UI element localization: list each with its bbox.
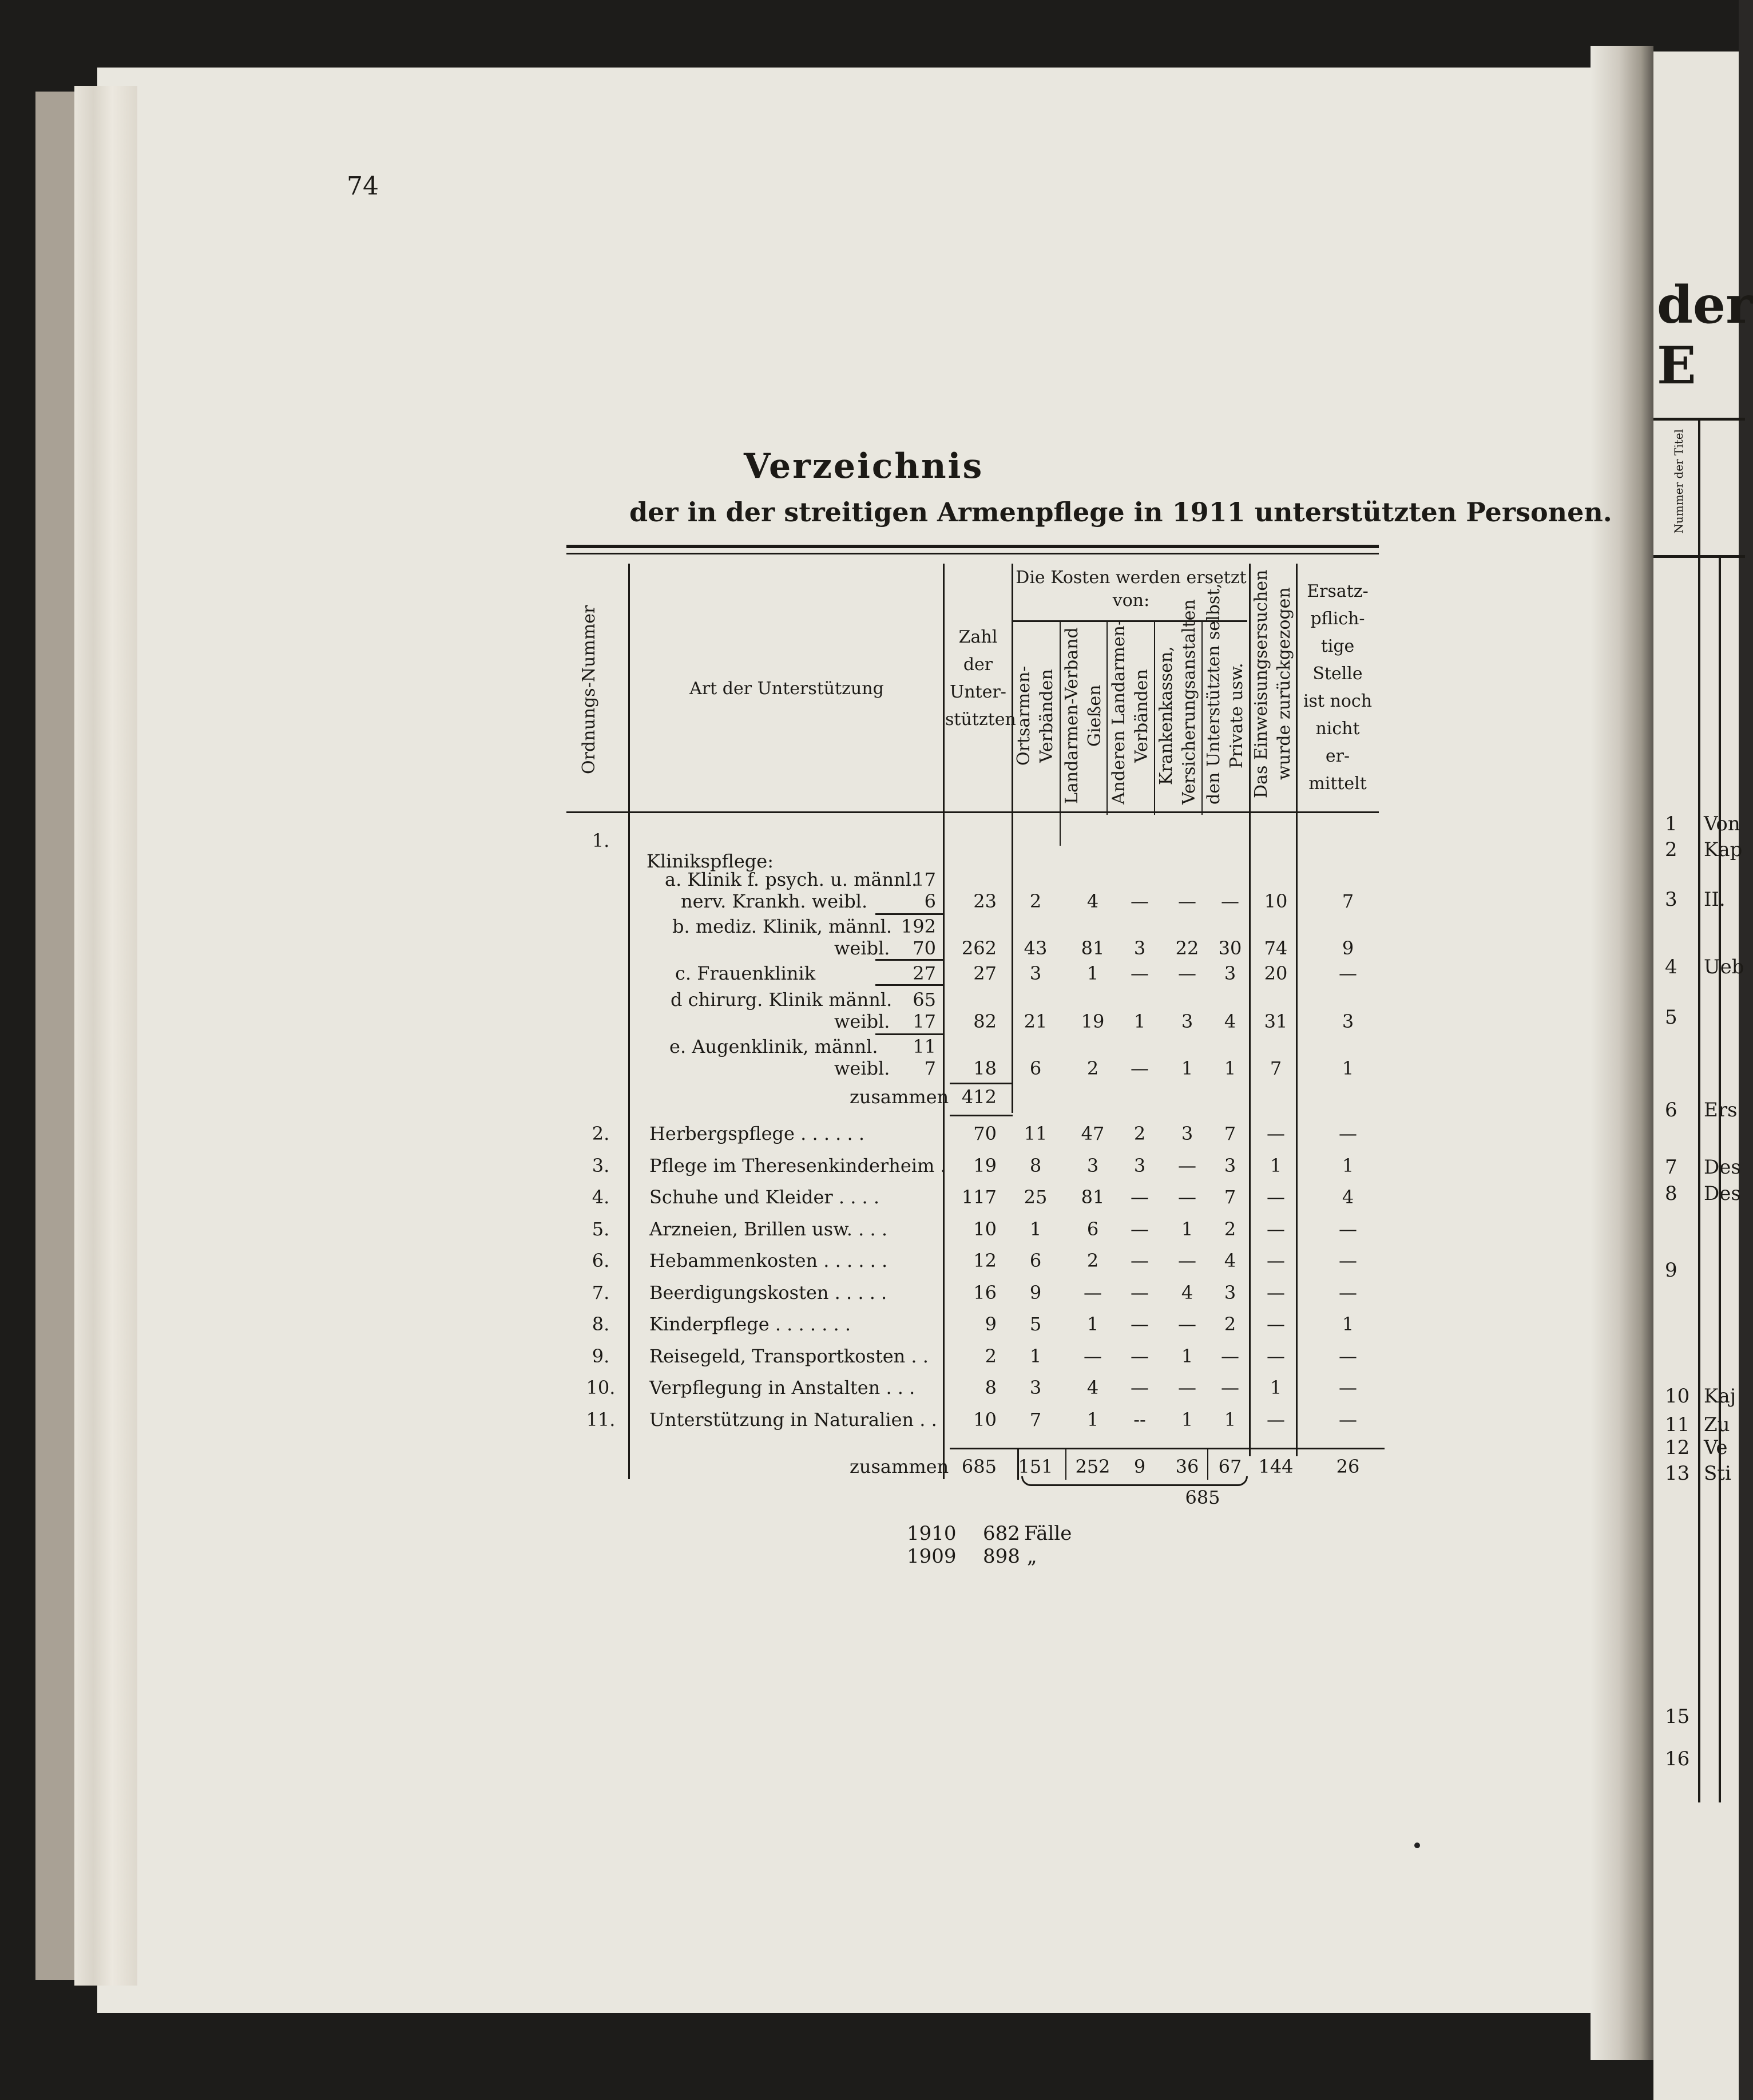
- clinic-sub-label: weibl.: [834, 1011, 890, 1032]
- krankenkassen-cell: 4: [1181, 1281, 1193, 1303]
- ersatz-cell: 3: [1342, 1011, 1354, 1032]
- total-selbst-cell: 67: [1218, 1456, 1242, 1477]
- header-einweisung-line: Das Einweisungsersuchen: [1251, 569, 1271, 798]
- right-page-row-number: 7: [1665, 1156, 1677, 1179]
- history-year: 1909: [907, 1545, 957, 1568]
- header-krankenkassen-line: Versicherungsanstalten: [1179, 599, 1199, 805]
- ortsarmen-cell: 5: [1029, 1313, 1042, 1335]
- support-type: Hebammenkosten . . . . . .: [649, 1250, 888, 1271]
- right-page-row-number: 12: [1665, 1436, 1690, 1459]
- header-ersatz-line: mittelt: [1308, 774, 1367, 794]
- clinic-sub-count: 27: [913, 962, 936, 984]
- history-count: 898: [983, 1545, 1020, 1568]
- selbst-cell: —: [1221, 890, 1239, 912]
- zahl-cell: 10: [973, 1408, 997, 1431]
- landarmen-cell: 2: [1086, 1057, 1099, 1079]
- right-page-row-number: 10: [1665, 1385, 1690, 1408]
- header-ersatz-line: nicht: [1315, 719, 1360, 739]
- right-page-row-text: Des: [1704, 1182, 1741, 1205]
- right-page-row-number: 6: [1665, 1099, 1677, 1122]
- zahl-cell: 2: [985, 1345, 997, 1367]
- krankenkassen-cell: —: [1178, 1250, 1196, 1271]
- ersatz-cell: —: [1339, 1281, 1357, 1303]
- krankenkassen-cell: 3: [1181, 1011, 1193, 1032]
- right-page-row-text: Sti: [1704, 1462, 1731, 1485]
- ersatz-cell: 1: [1342, 1313, 1354, 1335]
- header-selbst-line: Private usw.: [1227, 663, 1247, 769]
- clinic-sub-count: 192: [901, 916, 936, 937]
- clinic-sub-label: weibl.: [834, 1057, 890, 1079]
- einweisung-cell: —: [1267, 1313, 1285, 1335]
- ortsarmen-cell: 1: [1029, 1218, 1042, 1240]
- zahl-cell: 23: [973, 890, 997, 912]
- selbst-cell: 7: [1224, 1123, 1236, 1144]
- zahl-cell: 262: [961, 937, 997, 959]
- ortsarmen-cell: 21: [1024, 1011, 1048, 1032]
- header-krankenkassen: [1155, 599, 1202, 805]
- ersatz-cell: —: [1339, 1250, 1357, 1271]
- header-landarmen-line: Gießen: [1085, 684, 1105, 747]
- einweisung-cell: 1: [1270, 1377, 1282, 1398]
- header-selbst: [1203, 583, 1250, 805]
- krankenkassen-cell: 1: [1181, 1218, 1193, 1240]
- support-type: Pflege im Theresenkinderheim .: [649, 1154, 946, 1176]
- clinic-sub-label: c. Frauenklinik: [675, 962, 816, 984]
- right-page-divider: [1719, 555, 1721, 1802]
- support-type: Kinderpflege . . . . . . .: [649, 1313, 851, 1335]
- support-type: Herbergspflege . . . . . .: [649, 1123, 865, 1144]
- clinic-sub-label: b. mediz. Klinik, männl.: [672, 916, 893, 937]
- ersatz-cell: —: [1339, 1408, 1357, 1431]
- anderen-cell: 3: [1133, 1154, 1146, 1176]
- einweisung-cell: —: [1267, 1281, 1285, 1303]
- landarmen-cell: 4: [1086, 890, 1099, 912]
- right-page-row-number: 8: [1665, 1182, 1677, 1205]
- landarmen-cell: 47: [1081, 1123, 1105, 1144]
- right-page-row-number: 15: [1665, 1705, 1690, 1728]
- landarmen-cell: 81: [1081, 937, 1105, 959]
- header-ersatz-line: er-: [1325, 746, 1350, 766]
- krankenkassen-cell: —: [1178, 890, 1196, 912]
- clinic-sub-count: 6: [924, 890, 936, 912]
- header-landarmen: [1061, 627, 1108, 805]
- right-page-row-number: 1: [1665, 813, 1677, 835]
- anderen-cell: --: [1133, 1408, 1146, 1431]
- right-page-row-text: Ueb: [1704, 956, 1744, 978]
- ortsarmen-cell: 2: [1029, 890, 1042, 912]
- zahl-cell: 18: [973, 1057, 997, 1079]
- right-page-row-text: II.: [1704, 888, 1726, 911]
- landarmen-cell: 1: [1086, 1408, 1099, 1431]
- total-einweisung-cell: 144: [1258, 1456, 1294, 1477]
- right-page-row-number: 13: [1665, 1462, 1690, 1485]
- header-ersatz-line: pflich-: [1310, 609, 1365, 629]
- header-ersatz-line: tige: [1320, 636, 1355, 656]
- header-kosten-line: von:: [1112, 591, 1150, 611]
- header-zahl-line: stützten: [945, 710, 1016, 730]
- zahl-cell: 117: [961, 1186, 997, 1208]
- ortsarmen-cell: 9: [1029, 1281, 1042, 1303]
- right-page-row-text: Zu: [1704, 1413, 1730, 1436]
- zahl-cell: 9: [985, 1313, 997, 1335]
- selbst-cell: 2: [1224, 1218, 1236, 1240]
- ortsarmen-cell: 1: [1029, 1345, 1042, 1367]
- landarmen-cell: 3: [1086, 1154, 1099, 1176]
- header-einweisung-line: wurde zurückgezogen: [1274, 587, 1294, 780]
- landarmen-cell: 81: [1081, 1186, 1105, 1208]
- history-unit: Fälle: [1024, 1522, 1072, 1545]
- zahl-cell: 27: [973, 962, 997, 984]
- ersatz-cell: 1: [1342, 1154, 1354, 1176]
- einweisung-cell: 20: [1264, 962, 1288, 984]
- krankenkassen-cell: —: [1178, 962, 1196, 984]
- selbst-cell: —: [1221, 1377, 1239, 1398]
- selbst-cell: 2: [1224, 1313, 1236, 1335]
- ortsarmen-cell: 3: [1029, 1377, 1042, 1398]
- header-bottom-rule: [566, 811, 1379, 813]
- header-zahl-line: Zahl: [958, 627, 998, 647]
- anderen-cell: 1: [1133, 1011, 1146, 1032]
- ersatz-cell: 1: [1342, 1057, 1354, 1079]
- landarmen-cell: —: [1084, 1345, 1102, 1367]
- krankenkassen-cell: —: [1178, 1377, 1196, 1398]
- zahl-cell: 8: [985, 1377, 997, 1398]
- right-page-row-text: Kap: [1704, 838, 1743, 861]
- header-einweisung: [1250, 566, 1297, 801]
- ordnungs-nummer: 3.: [592, 1154, 610, 1176]
- header-zahl-line: der: [963, 655, 993, 675]
- selbst-cell: 4: [1224, 1250, 1236, 1271]
- header-zahl: [945, 624, 1016, 734]
- right-page-row-text: Kaj: [1704, 1385, 1736, 1408]
- ordnungs-nummer: 8.: [592, 1313, 610, 1335]
- anderen-cell: 3: [1133, 937, 1146, 959]
- zahl-cell: 70: [973, 1123, 997, 1144]
- selbst-cell: 3: [1224, 1154, 1236, 1176]
- krankenkassen-cell: 22: [1175, 937, 1199, 959]
- subtotal-rule: [950, 1083, 1013, 1084]
- ordnungs-nummer: 7.: [592, 1281, 610, 1303]
- right-page-row-number: 3: [1665, 888, 1677, 911]
- right-page: [1653, 51, 1753, 2100]
- zahl-cell: 19: [973, 1154, 997, 1176]
- krankenkassen-cell: —: [1178, 1186, 1196, 1208]
- header-ersatz: [1298, 578, 1378, 798]
- clinic-sub-rule: [875, 959, 944, 961]
- support-type: Reisegeld, Transportkosten . .: [649, 1345, 929, 1367]
- header-kosten-line: Die Kosten werden ersetzt: [1016, 568, 1247, 588]
- einweisung-cell: —: [1267, 1250, 1285, 1271]
- landarmen-cell: 2: [1086, 1250, 1099, 1271]
- clinic-sub-label: weibl.: [834, 937, 890, 959]
- ortsarmen-cell: 6: [1029, 1057, 1042, 1079]
- selbst-cell: 1: [1224, 1057, 1236, 1079]
- landarmen-cell: 19: [1081, 1011, 1105, 1032]
- ersatz-cell: —: [1339, 1218, 1357, 1240]
- anderen-cell: —: [1131, 1313, 1149, 1335]
- header-ersatz-line: ist noch: [1303, 691, 1373, 711]
- einweisung-cell: 1: [1270, 1154, 1282, 1176]
- total-anderen-cell: 9: [1133, 1456, 1146, 1477]
- einweisung-cell: 7: [1270, 1057, 1282, 1079]
- clinic-sub-count: 7: [924, 1057, 936, 1079]
- clinic-sub-label: e. Augenklinik, männl.: [669, 1036, 878, 1057]
- header-krankenkassen-line: Krankenkassen,: [1156, 646, 1176, 786]
- total-label: zusammen: [850, 1456, 949, 1477]
- subtotal-rule: [950, 1115, 1013, 1116]
- clinic-sub-count: 70: [913, 937, 936, 959]
- clinic-sub-label: d chirurg. Klinik männl.: [671, 989, 893, 1011]
- header-ersatz-line: Ersatz-: [1307, 581, 1369, 601]
- table-top-rule: [566, 545, 1379, 548]
- header-landarmen-line: Landarmen-Verband: [1062, 627, 1082, 805]
- anderen-cell: —: [1131, 1250, 1149, 1271]
- ordnungs-nummer: 4.: [592, 1186, 610, 1208]
- selbst-cell: 3: [1224, 962, 1236, 984]
- history-count: 682: [983, 1522, 1020, 1545]
- right-page-header: Nummer der Titel: [1672, 429, 1685, 534]
- anderen-cell: —: [1131, 962, 1149, 984]
- anderen-cell: —: [1131, 1057, 1149, 1079]
- landarmen-cell: —: [1084, 1281, 1102, 1303]
- page-number: 74: [347, 172, 379, 201]
- header-ersatz-line: Stelle: [1312, 664, 1363, 684]
- header-anderen: [1108, 619, 1155, 805]
- clinic-sub-count: 17: [913, 1011, 936, 1032]
- selbst-cell: 4: [1224, 1011, 1236, 1032]
- header-ordnungs-nummer: Ordnungs-Nummer: [579, 605, 599, 774]
- ersatz-cell: —: [1339, 1345, 1357, 1367]
- ortsarmen-cell: 6: [1029, 1250, 1042, 1271]
- header-anderen-line: Anderen Landarmen-: [1109, 619, 1129, 805]
- page-title: Verzeichnis: [744, 446, 984, 486]
- zahl-cell: 82: [973, 1011, 997, 1032]
- selbst-cell: 30: [1218, 937, 1242, 959]
- right-page-row-text: Ers: [1704, 1099, 1738, 1122]
- support-type: Beerdigungskosten . . . . .: [649, 1281, 887, 1303]
- zahl-cell: 10: [973, 1218, 997, 1240]
- brace-total: 685: [1185, 1487, 1220, 1508]
- right-page-row-text: Des: [1704, 1156, 1741, 1179]
- selbst-cell: —: [1221, 1345, 1239, 1367]
- clinic-sub-label: nerv. Krankh. weibl.: [681, 890, 868, 912]
- book-gutter: [1591, 46, 1653, 2060]
- clinic-sub-rule: [875, 1033, 944, 1035]
- krankenkassen-cell: —: [1178, 1313, 1196, 1335]
- header-selbst-line: den Unterstützten selbst,: [1204, 583, 1224, 805]
- total-zahl-cell: 685: [961, 1456, 997, 1477]
- ortsarmen-cell: 43: [1024, 937, 1048, 959]
- col-divider: [943, 564, 945, 1479]
- clinic-sub-rule: [875, 913, 944, 915]
- ink-dot: [1414, 1843, 1420, 1848]
- ordnungs-nummer: 11.: [586, 1408, 616, 1431]
- krankenkassen-cell: 3: [1181, 1123, 1193, 1144]
- right-page-row-number: 4: [1665, 956, 1677, 978]
- right-page-divider: [1698, 418, 1700, 1802]
- header-zahl-line: Unter-: [950, 682, 1006, 702]
- header-art: Art der Unterstützung: [689, 679, 884, 699]
- total-landarmen-cell: 252: [1075, 1456, 1111, 1477]
- ordnungs-nummer: 1.: [592, 830, 610, 851]
- total-brace: [1021, 1476, 1248, 1486]
- selbst-cell: 7: [1224, 1186, 1236, 1208]
- subtotal-label: zusammen: [850, 1086, 949, 1108]
- ortsarmen-cell: 25: [1024, 1186, 1048, 1208]
- clinic-sub-rule: [875, 984, 944, 986]
- zahl-cell: 12: [973, 1250, 997, 1271]
- einweisung-cell: 31: [1264, 1011, 1288, 1032]
- col-divider: [628, 564, 630, 1479]
- subtotal-value: 412: [961, 1086, 997, 1108]
- right-page-row-number: 5: [1665, 1006, 1677, 1029]
- krankenkassen-cell: 1: [1181, 1057, 1193, 1079]
- total-rule: [950, 1448, 1385, 1449]
- landarmen-cell: 1: [1086, 962, 1099, 984]
- anderen-cell: —: [1131, 1218, 1149, 1240]
- right-page-row-number: 16: [1665, 1748, 1690, 1770]
- right-page-row-text: Von: [1704, 813, 1740, 835]
- einweisung-cell: 74: [1264, 937, 1288, 959]
- ordnungs-nummer: 6.: [592, 1250, 610, 1271]
- landarmen-cell: 6: [1086, 1218, 1099, 1240]
- ersatz-cell: —: [1339, 1377, 1357, 1398]
- ersatz-cell: —: [1339, 1123, 1357, 1144]
- ortsarmen-cell: 3: [1029, 962, 1042, 984]
- right-page-row-text: Ve: [1704, 1436, 1728, 1459]
- total-ersatz-cell: 26: [1336, 1456, 1360, 1477]
- clinic-sub-count: 65: [913, 989, 936, 1011]
- header-ortsarmen-line: Ortsarmen-: [1014, 665, 1034, 766]
- section-heading: Klinikspflege:: [647, 850, 774, 872]
- anderen-cell: —: [1131, 890, 1149, 912]
- header-ortsarmen: [1013, 627, 1061, 805]
- ortsarmen-cell: 11: [1024, 1123, 1048, 1144]
- einweisung-cell: 10: [1264, 890, 1288, 912]
- einweisung-cell: —: [1267, 1186, 1285, 1208]
- landarmen-cell: 4: [1086, 1377, 1099, 1398]
- selbst-cell: 1: [1224, 1408, 1236, 1431]
- einweisung-cell: —: [1267, 1345, 1285, 1367]
- clinic-sub-label: a. Klinik f. psych. u. männl.: [665, 869, 918, 890]
- anderen-cell: —: [1131, 1186, 1149, 1208]
- history-year: 1910: [907, 1522, 957, 1545]
- total-ortsarmen-cell: 151: [1018, 1456, 1053, 1477]
- ordnungs-nummer: 5.: [592, 1218, 610, 1240]
- table-top-rule: [566, 553, 1379, 554]
- landarmen-cell: 1: [1086, 1313, 1099, 1335]
- ortsarmen-cell: 8: [1029, 1154, 1042, 1176]
- zahl-cell: 16: [973, 1281, 997, 1303]
- ersatz-cell: 9: [1342, 937, 1354, 959]
- support-type: Verpflegung in Anstalten . . .: [649, 1377, 915, 1398]
- support-type: Arzneien, Brillen usw. . . .: [649, 1218, 887, 1240]
- right-page-row-number: 9: [1665, 1259, 1677, 1282]
- krankenkassen-cell: 1: [1181, 1408, 1193, 1431]
- support-type: Unterstützung in Naturalien . .: [649, 1408, 937, 1431]
- header-ortsarmen-line: Verbänden: [1037, 669, 1057, 763]
- anderen-cell: —: [1131, 1281, 1149, 1303]
- right-page-title: der E: [1657, 275, 1753, 396]
- page-edges: [74, 86, 137, 1986]
- ersatz-cell: —: [1339, 962, 1357, 984]
- ordnungs-nummer: 2.: [592, 1123, 610, 1144]
- header-anderen-line: Verbänden: [1132, 669, 1152, 763]
- page-subtitle: der in der streitigen Armenpflege in 1911 unterstützten Personen.: [629, 497, 1612, 528]
- krankenkassen-cell: 1: [1181, 1345, 1193, 1367]
- anderen-cell: —: [1131, 1377, 1149, 1398]
- total-divider: [1065, 1448, 1066, 1480]
- right-page-row-number: 2: [1665, 838, 1677, 861]
- ortsarmen-cell: 7: [1029, 1408, 1042, 1431]
- right-page-row-number: 11: [1665, 1413, 1690, 1436]
- ersatz-cell: 4: [1342, 1186, 1354, 1208]
- support-type: Schuhe und Kleider . . . .: [649, 1186, 880, 1208]
- anderen-cell: —: [1131, 1345, 1149, 1367]
- ordnungs-nummer: 10.: [586, 1377, 616, 1398]
- einweisung-cell: —: [1267, 1123, 1285, 1144]
- clinic-sub-count: 17: [913, 869, 936, 890]
- total-krankenkassen-cell: 36: [1175, 1456, 1199, 1477]
- col-divider: [1060, 811, 1061, 846]
- krankenkassen-cell: —: [1178, 1154, 1196, 1176]
- ersatz-cell: 7: [1342, 890, 1354, 912]
- selbst-cell: 3: [1224, 1281, 1236, 1303]
- history-unit: „: [1027, 1545, 1037, 1568]
- clinic-sub-count: 11: [913, 1036, 936, 1057]
- ordnungs-nummer: 9.: [592, 1345, 610, 1367]
- anderen-cell: 2: [1133, 1123, 1146, 1144]
- einweisung-cell: —: [1267, 1218, 1285, 1240]
- einweisung-cell: —: [1267, 1408, 1285, 1431]
